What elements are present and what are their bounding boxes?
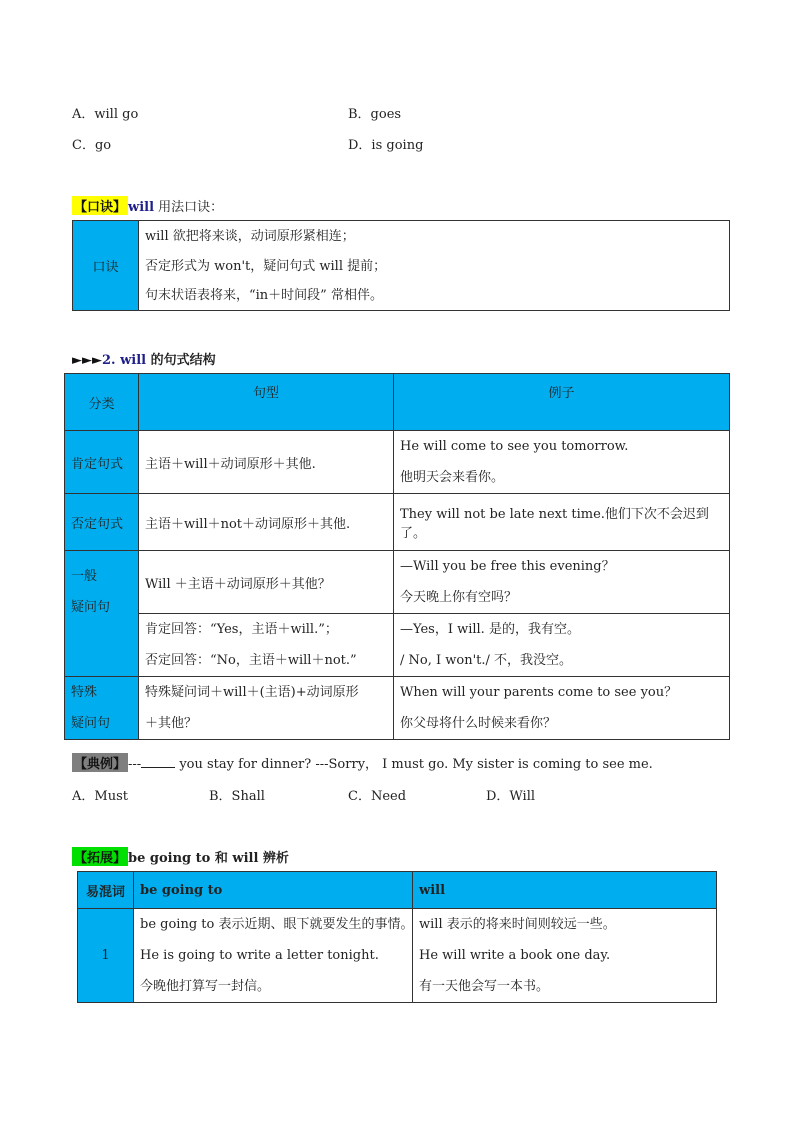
koujue-line: 否定形式为 won't，疑问句式 will 提前； xyxy=(145,259,387,274)
row-example: He will come to see you tomorrow. xyxy=(400,439,629,454)
row-example: —Yes，I will. 是的，我有空。 xyxy=(400,622,580,637)
row-example: When will your parents come to see you？ xyxy=(400,685,678,700)
row-example: 你父母将什么时候来看你？ xyxy=(400,716,557,731)
row-category: 否定句式 xyxy=(65,494,139,551)
structure-heading xyxy=(72,349,216,368)
structure-title: 的句式结构 xyxy=(146,353,216,368)
example-tag: 【典例】 xyxy=(72,753,128,772)
ext-right-line: 有一天他会写一本书。 xyxy=(419,979,550,994)
row-category: 疑问句 xyxy=(71,600,111,615)
row-category: 特殊 xyxy=(71,685,98,700)
row-category: 疑问句 xyxy=(71,716,111,731)
example-question xyxy=(72,753,653,772)
example-option-c: C．Need xyxy=(348,789,407,804)
row-pattern: 否定回答：“No，主语＋will＋not.” xyxy=(145,653,357,668)
header-category: 分类 xyxy=(65,374,139,431)
header-example: 例子 xyxy=(394,374,730,431)
koujue-heading xyxy=(72,196,223,215)
option-b: B．goes xyxy=(348,107,402,122)
ext-header-going: be going to xyxy=(134,872,413,909)
row-example: / No, I won't./ 不，我没空。 xyxy=(400,653,573,668)
example-option-d: D．Will xyxy=(486,789,536,804)
row-example: —Will you be free this evening？ xyxy=(400,559,615,574)
row-example: 他明天会来看你。 xyxy=(400,470,505,485)
row-category: 一般 xyxy=(71,569,98,584)
option-c: C．go xyxy=(72,138,112,153)
row-pattern: Will ＋主语＋动词原形＋其他？ xyxy=(139,551,394,614)
koujue-label: 口诀 xyxy=(73,221,139,311)
ext-left-line: be going to 表示近期、眼下就要发生的事情。 xyxy=(140,917,414,932)
row-pattern: ＋其他？ xyxy=(145,716,198,731)
ext-header-word: 易混词 xyxy=(78,872,134,909)
row-example: They will not be late next time.他们下次不会迟到了。 xyxy=(394,494,730,551)
koujue-line: will 欲把将来谈，动词原形紧相连； xyxy=(145,229,355,244)
option-a: A．will go xyxy=(72,107,139,122)
ext-row-num: 1 xyxy=(78,909,134,1003)
example-prefix: --- xyxy=(128,757,142,772)
header-pattern: 句型 xyxy=(139,374,394,431)
row-pattern: 特殊疑问词＋will＋(主语)+动词原形 xyxy=(145,685,359,700)
extension-heading xyxy=(72,847,289,866)
arrows-icon: ►►► xyxy=(72,353,102,368)
koujue-keyword: will xyxy=(128,200,155,215)
example-text: you stay for dinner? ---Sorry， I must go. My sister is coming to see me. xyxy=(175,757,653,772)
ext-left-line: 今晚他打算写一封信。 xyxy=(140,979,271,994)
koujue-title: 用法口诀： xyxy=(154,200,224,215)
ext-header-will: will xyxy=(413,872,717,909)
row-pattern: 主语＋will＋动词原形＋其他. xyxy=(139,431,394,494)
koujue-line: 句末状语表将来，“in＋时间段” 常相伴。 xyxy=(145,288,383,303)
extension-table xyxy=(77,871,717,1003)
ext-right-line: He will write a book one day. xyxy=(419,948,611,963)
structure-num: 2. will xyxy=(102,353,147,368)
ext-right-line: will 表示的将来时间则较远一些。 xyxy=(419,917,616,932)
example-option-b: B．Shall xyxy=(209,789,265,804)
option-d: D．is going xyxy=(348,138,424,153)
koujue-table xyxy=(72,220,730,311)
row-pattern: 肯定回答：“Yes，主语＋will.”； xyxy=(145,622,338,637)
row-category: 肯定句式 xyxy=(65,431,139,494)
row-pattern: 主语＋will＋not＋动词原形＋其他. xyxy=(139,494,394,551)
ext-left-line: He is going to write a letter tonight. xyxy=(140,948,379,963)
koujue-tag: 【口诀】 xyxy=(72,196,128,215)
extension-tag: 【拓展】 xyxy=(72,847,128,866)
answer-blank xyxy=(141,755,175,768)
extension-title: be going to 和 will 辨析 xyxy=(128,851,289,866)
example-option-a: A．Must xyxy=(72,789,128,804)
row-example: 今天晚上你有空吗？ xyxy=(400,590,518,605)
structure-table xyxy=(64,373,730,740)
